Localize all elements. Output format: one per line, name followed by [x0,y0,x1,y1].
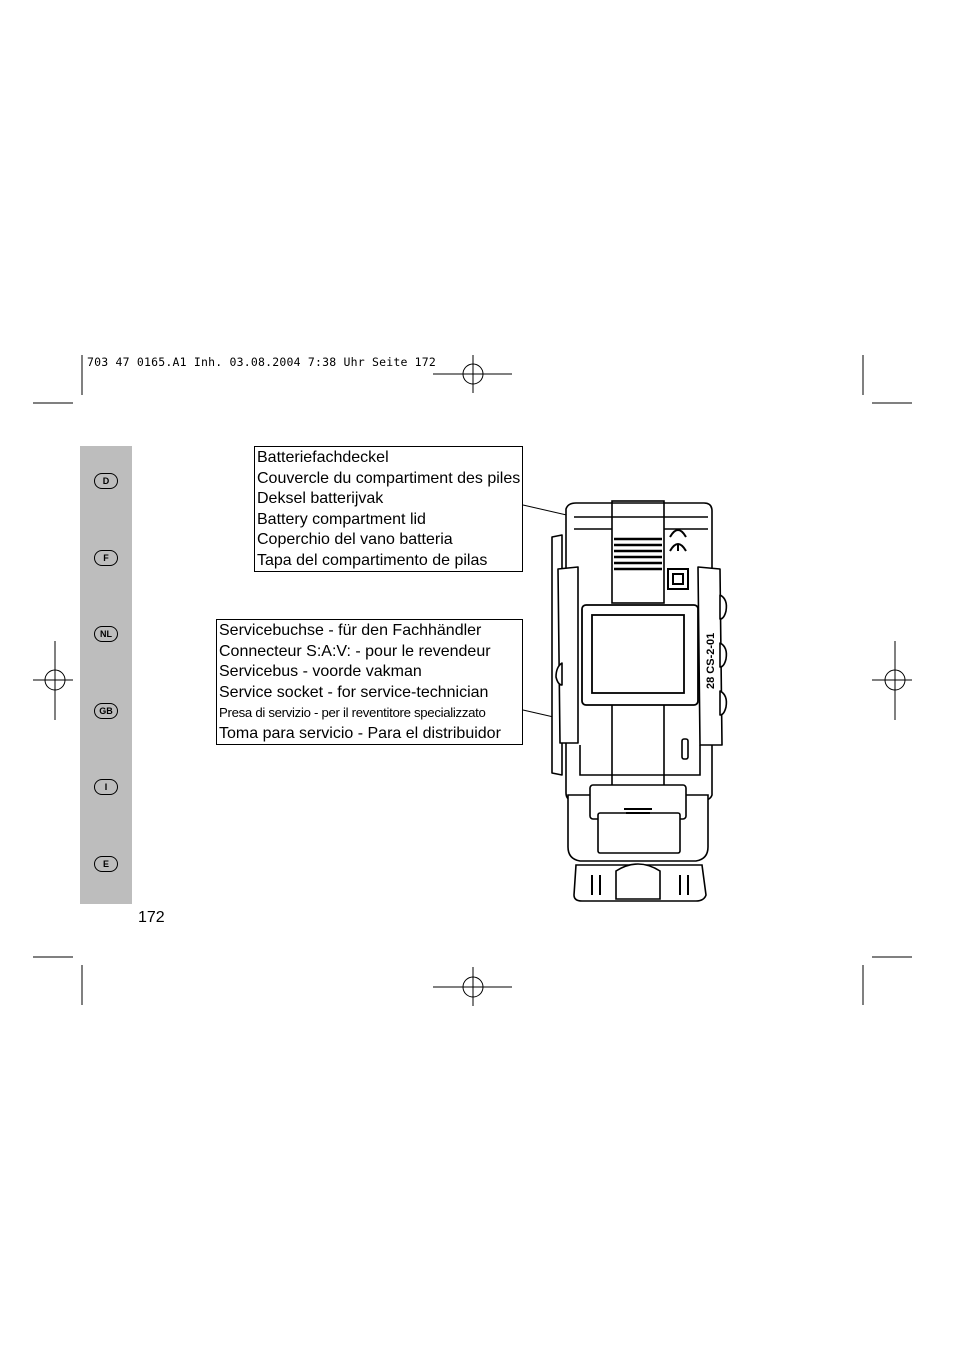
language-tab-e[interactable]: E [94,856,118,872]
callout-line: Tapa del compartimento de pilas [257,551,488,569]
callout-line: Toma para servicio - Para el distribuidor [219,724,501,742]
device-model-label: 28 CS-2-01 [705,632,717,689]
language-tab-i[interactable]: I [94,779,118,795]
device-rear-illustration [540,495,730,905]
callout-line: Service socket - for service-technician [219,683,489,701]
callout-line: Servicebuchse - für den Fachhändler [219,622,482,639]
language-tab-nl[interactable]: NL [94,626,118,642]
callout-line: Couvercle du compartiment des piles [257,469,521,487]
callout-line: Servicebus - voorde vakman [219,663,422,680]
callout-line: Connecteur S:A:V: - pour le revendeur [219,642,491,660]
language-tab-d[interactable]: D [94,473,118,489]
callout-line: Batteriefachdeckel [257,449,389,466]
callout-line: Presa di servizio - per il reventitore specializzato [219,705,486,720]
callout-line: Coperchio del vano batteria [257,531,453,548]
print-slug: 703 47 0165.A1 Inh. 03.08.2004 7:38 Uhr Seite 172 [87,355,437,369]
callout-line: Battery compartment lid [257,510,426,528]
language-tab-f[interactable]: F [94,550,118,566]
display-screen [592,615,684,693]
language-tab-gb[interactable]: GB [94,703,118,719]
page-number: 172 [138,909,165,926]
callout-line: Deksel batterijvak [257,490,384,507]
